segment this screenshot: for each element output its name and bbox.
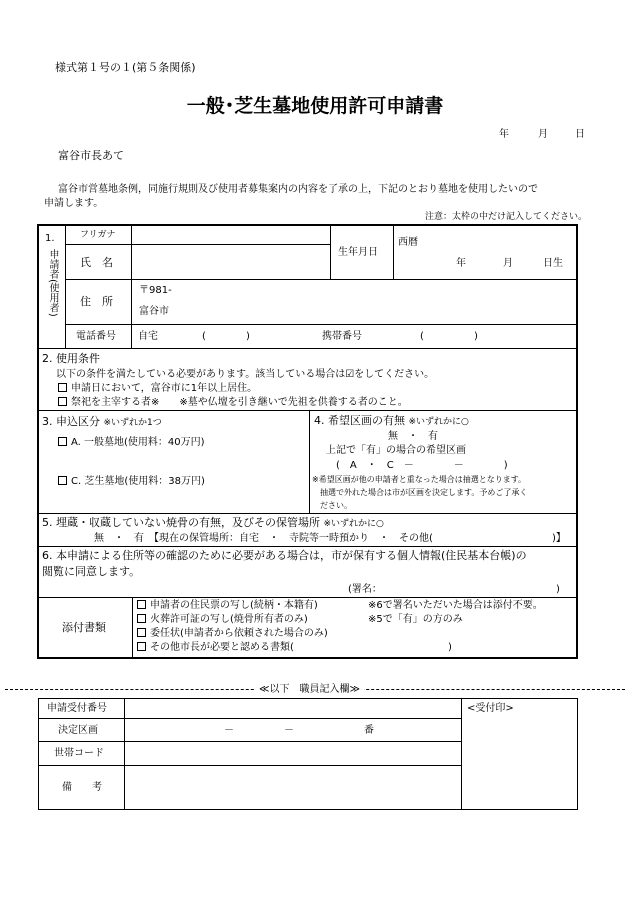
checkbox[interactable] [58, 476, 67, 485]
checkbox[interactable] [137, 600, 146, 609]
name-field[interactable] [133, 246, 328, 277]
condition-item-2-label: 祭祀を主宰する者※ ※墓や仏壇を引き継いで先祖を供養する者のこと。 [71, 397, 408, 408]
section-1-label: 申請者(使用者) [47, 249, 58, 317]
birthdate-field[interactable] [396, 227, 576, 277]
birthdate-label: 生年月日 [338, 247, 378, 258]
date-day: 日 [575, 129, 585, 140]
name-label: 氏 名 [80, 256, 113, 269]
section-1-number: 1. [45, 233, 55, 244]
city-name: 富谷市 [139, 306, 169, 317]
attachment-item-2-label: 火葬許可証の写し(焼骨所有者のみ) [150, 614, 308, 625]
category-hint: ※いずれか1つ [103, 418, 162, 428]
attachments-label: 添付書類 [62, 621, 106, 634]
condition-item-1[interactable] [58, 382, 257, 395]
household-code-field[interactable] [126, 743, 460, 764]
area-note-2: 抽選で外れた場合は市が区画を決定します。予めご了承く [320, 488, 528, 497]
condition-item-2[interactable] [58, 396, 408, 409]
furigana-label: フリガナ [80, 230, 116, 240]
intro-text-2: 申請します。 [44, 198, 104, 209]
consent-heading-2: 閲覧に同意します。 [42, 565, 141, 578]
attachment-item-4-close: ) [448, 642, 452, 653]
category-option-c-label: C. 芝生墓地(使用料：38万円) [71, 476, 205, 487]
remains-heading [42, 516, 384, 530]
home-paren-close: ) [246, 331, 250, 342]
conditions-heading: 2. 使用条件 [42, 352, 100, 365]
consent-heading: 6. 本申請による住所等の確認のために必要がある場合は，市が保有する個人情報(住民基本台帳)の [42, 549, 527, 562]
receipt-number-field[interactable] [126, 700, 460, 717]
decided-area-format[interactable]: － － 番 [224, 725, 374, 736]
condition-item-1-label: 申請日において，富谷市に1年以上居住。 [71, 383, 258, 394]
attachment-item-3-label: 委任状(申請者から依頼された場合のみ) [150, 628, 328, 639]
mobile-phone-label: 携帯番号 [322, 331, 362, 342]
signature-field[interactable] [390, 582, 555, 596]
household-code-label: 世帯コード [54, 748, 104, 759]
attachment-item-1-label: 申請者の住民票の写し(続柄・本籍有) [150, 600, 318, 611]
decided-area-label: 決定区画 [58, 725, 98, 736]
home-phone-label: 自宅 [138, 331, 158, 342]
remains-hint: ※いずれかに○ [323, 519, 384, 529]
attachment-item-4-label: その他市長が必要と認める書類( [150, 642, 294, 653]
furigana-field[interactable] [133, 227, 328, 243]
category-option-c[interactable] [58, 475, 205, 488]
checkbox[interactable] [137, 628, 146, 637]
signature-label: (署名： [348, 584, 382, 595]
date-month: 月 [538, 129, 548, 140]
address-field[interactable] [133, 281, 576, 322]
checkbox[interactable] [58, 383, 67, 392]
birth-year-label: 年 [456, 258, 466, 269]
checkbox[interactable] [137, 614, 146, 623]
remains-line[interactable]: 無 ・ 有 【現在の保管場所：自宅 ・ 寺院等一時預かり ・ その他( [94, 533, 433, 544]
area-subheading: 上記で「有」の場合の希望区画 [326, 445, 466, 456]
home-paren-open: ( [202, 331, 206, 342]
category-heading [42, 415, 162, 429]
area-note-3: ださい。 [320, 501, 352, 510]
area-heading-text: 4. 希望区画の有無 [314, 414, 405, 427]
birth-day-label: 日生 [543, 258, 563, 269]
remarks-field[interactable] [126, 767, 460, 809]
mobile-paren-close: ) [474, 331, 478, 342]
area-hint: ※いずれかに○ [408, 417, 469, 427]
birth-month-label: 月 [503, 258, 513, 269]
date-year: 年 [499, 129, 509, 140]
intro-text: 富谷市営墓地条例，同施行規則及び使用者募集案内の内容を了承の上，下記のとおり墓地を使用したいので [58, 184, 538, 195]
attachment-item-1[interactable] [137, 599, 318, 612]
mobile-phone-field[interactable] [425, 326, 473, 346]
category-option-a[interactable] [58, 436, 205, 449]
remains-close: )】 [552, 533, 566, 544]
category-option-a-label: A. 一般墓地(使用料：40万円) [71, 437, 205, 448]
note: 注意：太枠の中だけ記入してください。 [425, 212, 588, 222]
home-phone-field[interactable] [207, 326, 245, 346]
category-heading-text: 3. 申込区分 [42, 415, 100, 428]
attachment-item-3[interactable] [137, 627, 328, 640]
area-note-1: ※希望区画が他の申請者と重なった場合は抽選となります。 [312, 475, 527, 484]
attachment-item-2-note: ※5で「有」の方のみ [368, 614, 463, 625]
phone-label: 電話番号 [76, 331, 116, 342]
form-number: 様式第１号の１(第５条関係) [55, 61, 196, 74]
attachment-item-1-note: ※6で署名いただいた場合は添付不要。 [368, 600, 543, 611]
attachment-item-4[interactable] [137, 641, 294, 654]
checkbox[interactable] [137, 642, 146, 651]
area-format[interactable]: ( A ・ C － － ) [336, 460, 508, 471]
addressee: 富谷市長あて [58, 149, 124, 162]
area-choices[interactable]: 無 ・ 有 [388, 431, 438, 442]
mobile-paren-open: ( [420, 331, 424, 342]
attachment-item-2[interactable] [137, 613, 308, 626]
checkbox[interactable] [58, 397, 67, 406]
remarks-label: 備 考 [62, 782, 102, 793]
staff-divider-label: ≪以下 職員記入欄≫ [255, 683, 364, 696]
address-label: 住 所 [80, 295, 113, 308]
signature-close: ) [556, 584, 560, 595]
era-label: 西暦 [398, 237, 418, 248]
conditions-instruction: 以下の条件を満たしている必要があります。該当している場合は☑をしてください。 [56, 369, 435, 380]
remains-heading-text: 5. 埋蔵・収蔵していない焼骨の有無，及びその保管場所 [42, 516, 320, 529]
page-title: 一般･芝生墓地使用許可申請書 [186, 95, 444, 117]
postal-code: 〒981- [139, 285, 172, 296]
area-preference-heading [314, 414, 469, 428]
receipt-number-label: 申請受付番号 [47, 703, 107, 714]
receipt-stamp-label: <受付印> [467, 703, 514, 714]
checkbox[interactable] [58, 437, 67, 446]
